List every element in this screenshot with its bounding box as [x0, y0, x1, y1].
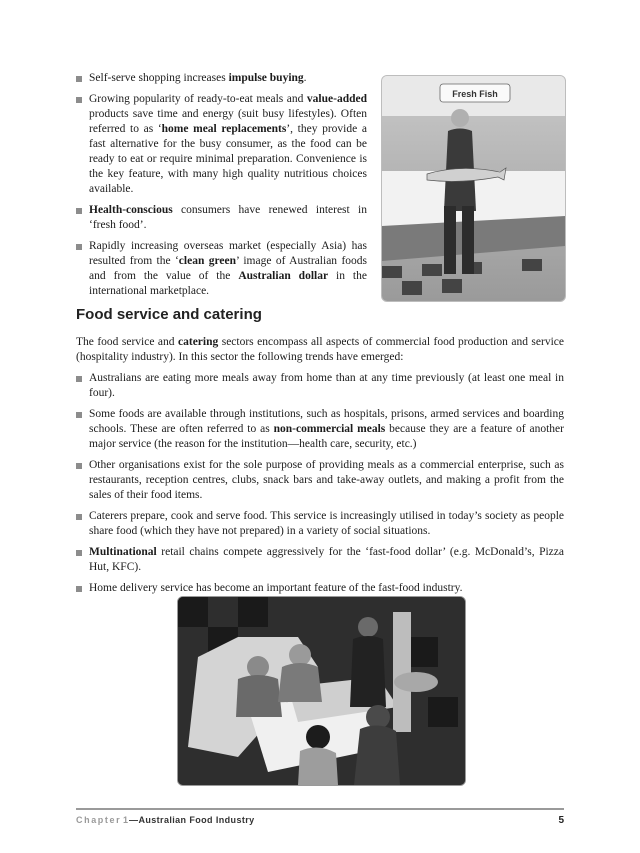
text-run: Home delivery service has become an important feature of the fast-food industry.: [89, 582, 463, 594]
consumer-trend-item: [76, 92, 367, 197]
consumer-trends-list: [76, 71, 367, 305]
food-service-trend-item: [76, 458, 564, 503]
food-service-trend-item: [76, 545, 564, 575]
footer-chapter-label: Chapter: [76, 815, 122, 825]
food-service-trend-item: [76, 509, 564, 539]
footer-chapter-title: —Australian Food Industry: [129, 815, 255, 825]
text-run: in the international marketplace.: [89, 270, 367, 297]
text-run: Australians are eating more meals away from home than at any time previously (at least one meal in four).: [89, 372, 564, 399]
footer-rule: [76, 808, 564, 810]
text-run: ’, they provide a fast alternative for the busy consumer, as the food can be ready to eat or require minimal preparation. Convenience is the key feature, with many high quality nutritious choices available.: [89, 123, 367, 195]
text-run: sectors encompass all aspects of commercial food production and service (hospitality industry). In this sector the following trends have emerged:: [76, 336, 564, 363]
text-run: The food service and: [76, 336, 179, 348]
restaurant-dining-photo: [177, 596, 466, 786]
page-number: 5: [558, 815, 564, 826]
bold-term: Health-conscious: [89, 204, 173, 216]
text-run: Rapidly increasing overseas market (especially Asia) has resulted from the ‘: [89, 240, 367, 267]
bold-term: Australian dollar: [238, 270, 329, 282]
bold-term: catering: [178, 336, 219, 348]
text-run: products save time and energy (suit busy lifestyles). Often referred to as ‘: [89, 108, 367, 135]
footer-chapter-number: 1: [123, 815, 130, 825]
consumer-trend-item: [76, 71, 367, 86]
text-run: Caterers prepare, cook and serve food. This service is increasingly utilised in today’s society as people share food (which they have not prepared) in a variety of social situations.: [89, 510, 564, 537]
bold-term: impulse buying: [228, 72, 304, 84]
consumer-trend-item: [76, 239, 367, 299]
fresh-fish-photo: [381, 75, 566, 302]
text-run: Growing popularity of ready-to-eat meals and: [89, 93, 307, 105]
bold-term: home meal replacements: [161, 123, 287, 135]
text-run: retail chains compete aggressively for the ‘fast-food dollar’ (e.g. McDonald’s, Pizza Hut, KFC).: [89, 546, 564, 573]
text-run: Some foods are available through institutions, such as hospitals, prisons, armed services and boarding schools. These are often referred to as: [89, 408, 564, 435]
food-service-trend-item: [76, 407, 564, 452]
page-footer: [76, 815, 564, 825]
text-run: consumers have renewed interest in ‘fresh food’.: [89, 204, 367, 231]
bold-term: clean green: [178, 255, 236, 267]
food-service-trend-item: [76, 371, 564, 401]
text-run: ’ image of Australian foods and from the value of the: [89, 255, 367, 282]
food-service-trends-list: [76, 371, 564, 602]
section-heading: Food service and catering: [76, 306, 262, 323]
bold-term: value-added: [306, 93, 367, 105]
text-run: Self-serve shopping increases: [89, 72, 229, 84]
bold-term: Multinational: [89, 546, 157, 558]
bold-term: non-commercial meals: [273, 423, 386, 435]
fresh-fish-sign: Fresh Fish: [452, 89, 498, 99]
food-service-trend-item: [76, 581, 564, 596]
text-run: .: [303, 72, 307, 84]
text-run: because they are a feature of another major service (the reason for the institution—health care, security, etc.): [89, 423, 564, 450]
section-intro: [76, 335, 564, 365]
consumer-trend-item: [76, 203, 367, 233]
text-run: Other organisations exist for the sole purpose of providing meals as a commercial enterprise, such as restaurants, reception centres, clubs, snack bars and take-away outlets, and making a profit from the sales of their food items.: [89, 459, 564, 501]
